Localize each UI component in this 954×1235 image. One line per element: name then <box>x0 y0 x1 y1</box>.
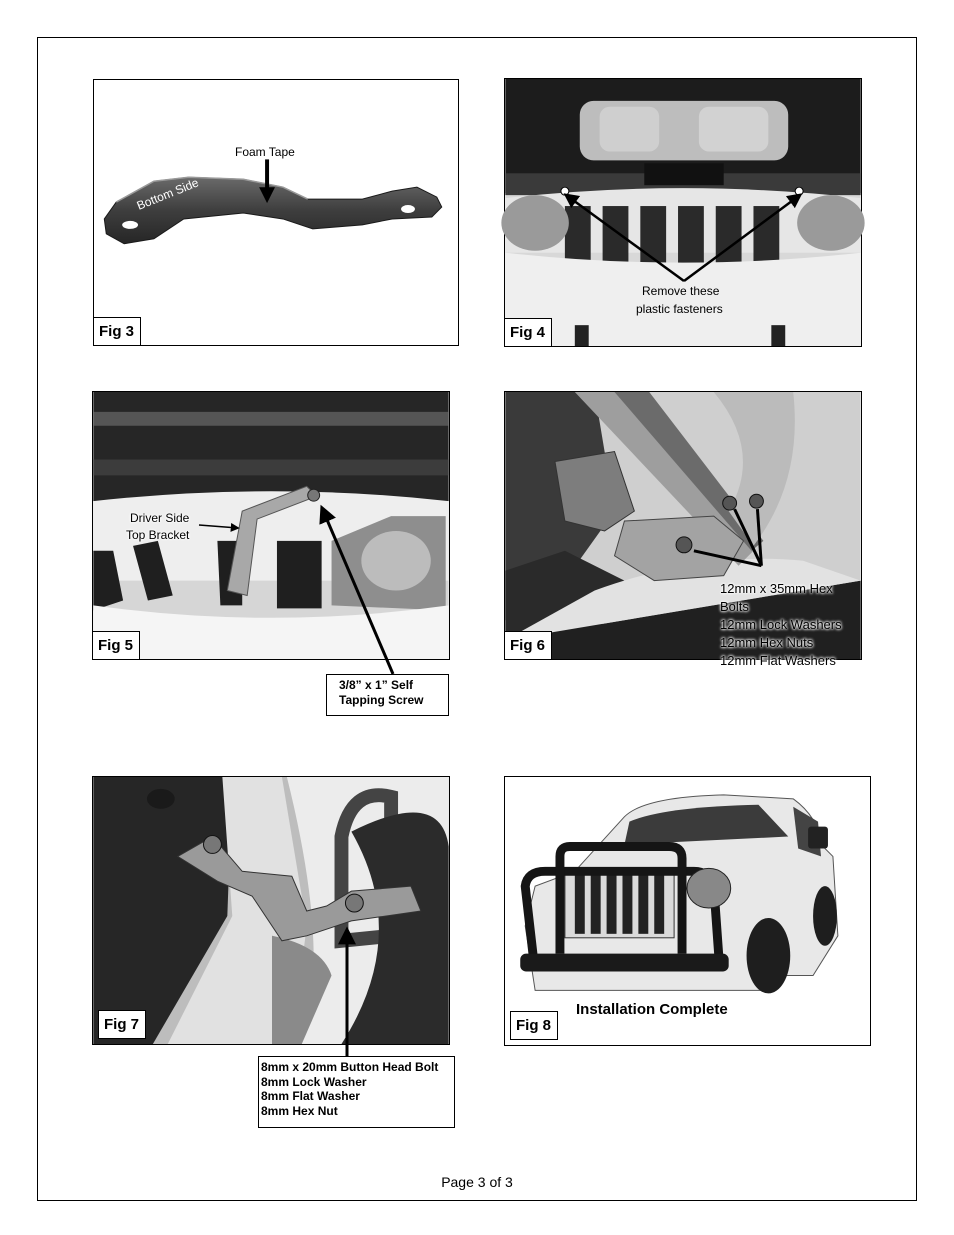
figure-3 <box>93 79 459 346</box>
bottom-side-label: Bottom Side <box>134 175 201 213</box>
callout-line: 8mm Hex Nut <box>261 1103 338 1118</box>
driver-side-line2: Top Bracket <box>126 528 190 542</box>
callout-line: Tapping Screw <box>339 692 424 707</box>
remove-fasteners-line1: Remove these <box>642 284 720 298</box>
side-bracket-photo <box>93 777 449 1044</box>
foam-tape-label: Foam Tape <box>235 145 295 159</box>
hardware-line: 12mm Lock Washers <box>720 617 842 632</box>
figure-label: Fig 4 <box>505 318 552 346</box>
remove-fasteners-line2: plastic fasteners <box>636 302 723 316</box>
figure-label: Fig 8 <box>510 1011 558 1040</box>
figure-8 <box>504 776 871 1046</box>
figure-label: Fig 7 <box>98 1010 146 1039</box>
bolt-callout <box>258 1056 455 1128</box>
callout-line: 8mm x 20mm Button Head Bolt <box>261 1060 439 1074</box>
hardware-line: 12mm Flat Washers <box>720 653 836 668</box>
callout-line: 3/8” x 1” Self <box>339 678 414 692</box>
figure-6 <box>504 391 862 668</box>
figure-label: Fig 3 <box>94 317 141 345</box>
callout-line: 8mm Lock Washer <box>261 1074 367 1089</box>
screw-callout <box>326 674 449 716</box>
figure-4 <box>504 78 862 347</box>
installation-complete-caption: Installation Complete <box>576 1001 728 1018</box>
figure-label: Fig 6 <box>505 631 552 659</box>
page-number: Page 3 of 3 <box>441 1174 513 1190</box>
figure-7 <box>92 776 450 1045</box>
figure-5 <box>92 391 450 660</box>
hardware-line: 12mm Hex Nuts <box>720 635 814 650</box>
hardware-line: 12mm x 35mm Hex Bolts <box>720 581 833 614</box>
driver-side-line1: Driver Side <box>130 511 190 525</box>
bracket-image <box>94 80 458 345</box>
hardware-list <box>720 580 861 670</box>
callout-line: 8mm Flat Washer <box>261 1089 360 1103</box>
figure-label: Fig 5 <box>93 631 140 659</box>
